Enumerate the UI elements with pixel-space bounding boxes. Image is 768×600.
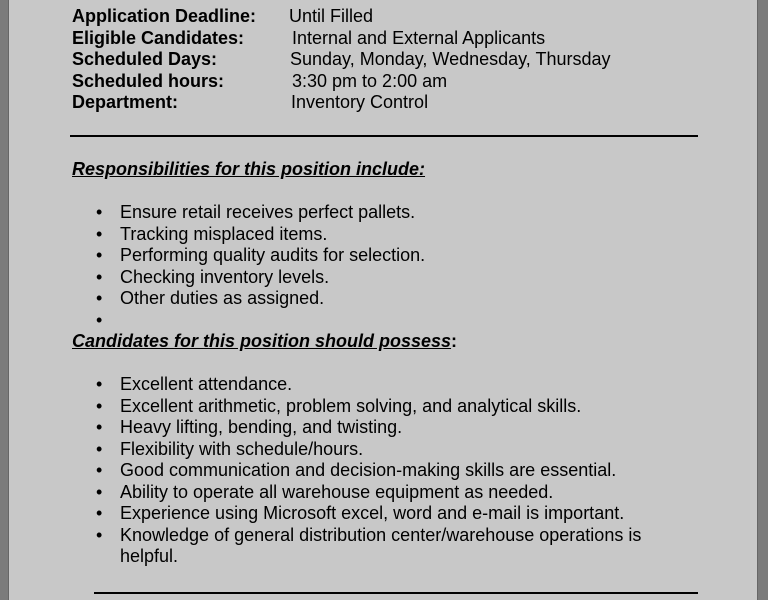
hours-value: 3:30 pm to 2:00 am	[292, 70, 448, 91]
responsibilities-heading	[72, 159, 425, 180]
list-item: • Excellent arithmetic, problem solving, and analytical skills.	[72, 396, 692, 418]
job-info-section	[72, 6, 672, 114]
deadline-value: Until Filled	[289, 6, 374, 26]
list-item-empty	[72, 310, 692, 332]
info-row-eligible	[72, 28, 672, 50]
divider-top	[70, 135, 698, 137]
info-row-department	[72, 92, 672, 114]
list-item: • Heavy lifting, bending, and twisting.	[72, 417, 692, 439]
days-label: Scheduled Days:	[72, 49, 218, 69]
list-item: • Tracking misplaced items.	[72, 224, 692, 246]
hours-label: Scheduled hours:	[72, 70, 225, 91]
info-row-days	[72, 49, 672, 71]
document-page	[8, 0, 758, 600]
list-item: • Ability to operate all warehouse equipment as needed.	[72, 482, 692, 504]
info-row-hours	[72, 71, 672, 93]
divider-bottom	[94, 592, 698, 594]
list-item: • Ensure retail receives perfect pallets.	[72, 202, 692, 224]
list-item: • Checking inventory levels.	[72, 267, 692, 289]
responsibilities-list	[72, 202, 692, 331]
responsibilities-heading-text: Responsibilities for this position include:	[72, 159, 426, 179]
days-value: Sunday, Monday, Wednesday, Thursday	[290, 49, 611, 69]
list-item: • Knowledge of general distribution center/warehouse operations is helpful.	[72, 525, 692, 568]
list-item: • Excellent attendance.	[72, 374, 692, 396]
list-item: • Performing quality audits for selection.	[72, 245, 692, 267]
info-row-deadline	[72, 6, 672, 28]
list-item: • Flexibility with schedule/hours.	[72, 439, 692, 461]
candidates-heading-text: Candidates for this position should possess	[72, 331, 452, 351]
candidates-heading	[72, 331, 457, 352]
deadline-label: Application Deadline:	[72, 6, 257, 26]
candidates-list	[72, 374, 692, 568]
eligible-label: Eligible Candidates:	[72, 27, 245, 48]
candidates-heading-colon: :	[451, 331, 458, 351]
list-item: • Other duties as assigned.	[72, 288, 692, 310]
list-item: • Experience using Microsoft excel, word and e-mail is important.	[72, 503, 692, 525]
department-label: Department:	[72, 92, 179, 112]
department-value: Inventory Control	[291, 92, 429, 112]
list-item: • Good communication and decision-making skills are essential.	[72, 460, 692, 482]
eligible-value: Internal and External Applicants	[292, 27, 546, 48]
